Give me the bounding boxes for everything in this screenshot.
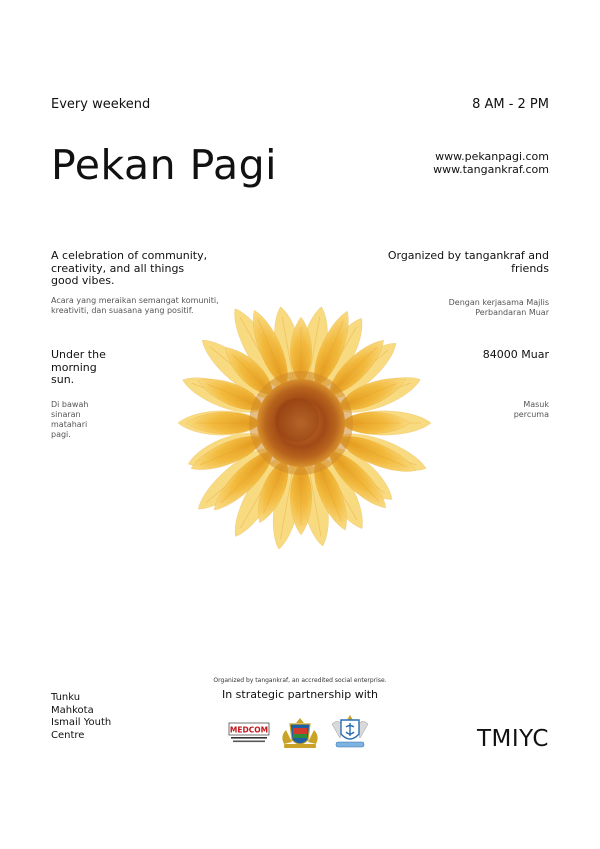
time-range: 8 AM - 2 PM bbox=[472, 97, 549, 112]
medcom-logo bbox=[228, 720, 270, 746]
tagline-malay: Di bawah sinaran matahari pagi. bbox=[51, 400, 89, 439]
sunflower-center-shadow bbox=[275, 398, 319, 442]
organizer-text: Organized by tangankraf and friends bbox=[387, 249, 549, 275]
crest-logo-2 bbox=[328, 714, 372, 750]
partnership-heading: In strategic partnership with bbox=[221, 688, 379, 701]
svg-text:MEDCOM: MEDCOM bbox=[229, 725, 269, 735]
location-text: 84000 Muar bbox=[482, 348, 549, 361]
schedule-text: Every weekend bbox=[51, 97, 151, 112]
website-link-tangankraf[interactable]: www.tangankraf.com bbox=[433, 163, 549, 176]
website-link-pekanpagi[interactable]: www.pekanpagi.com bbox=[435, 150, 549, 163]
entry-text-malay: Masuk percuma bbox=[513, 400, 549, 419]
venue-name: Tunku Mahkota Ismail Youth Centre bbox=[51, 692, 112, 741]
website-links bbox=[433, 150, 549, 176]
organizer-note: Organized by tangankraf, an accredited social enterprise. bbox=[213, 677, 387, 684]
celebration-text: A celebration of community, creativity, and all things good vibes. bbox=[51, 249, 208, 287]
celebration-text-malay: Acara yang meraikan semangat komuniti, kreativiti, dan suasana yang positif. bbox=[51, 296, 219, 315]
sunflower-illustration bbox=[160, 288, 442, 558]
crest-logo-1 bbox=[278, 716, 322, 750]
tagline: Under the morning sun. bbox=[51, 348, 106, 386]
organizer-text-malay: Dengan kerjasama Majlis Perbandaran Muar bbox=[448, 298, 549, 317]
venue-abbreviation: TMIYC bbox=[476, 726, 549, 752]
page-title: Pekan Pagi bbox=[51, 141, 278, 189]
